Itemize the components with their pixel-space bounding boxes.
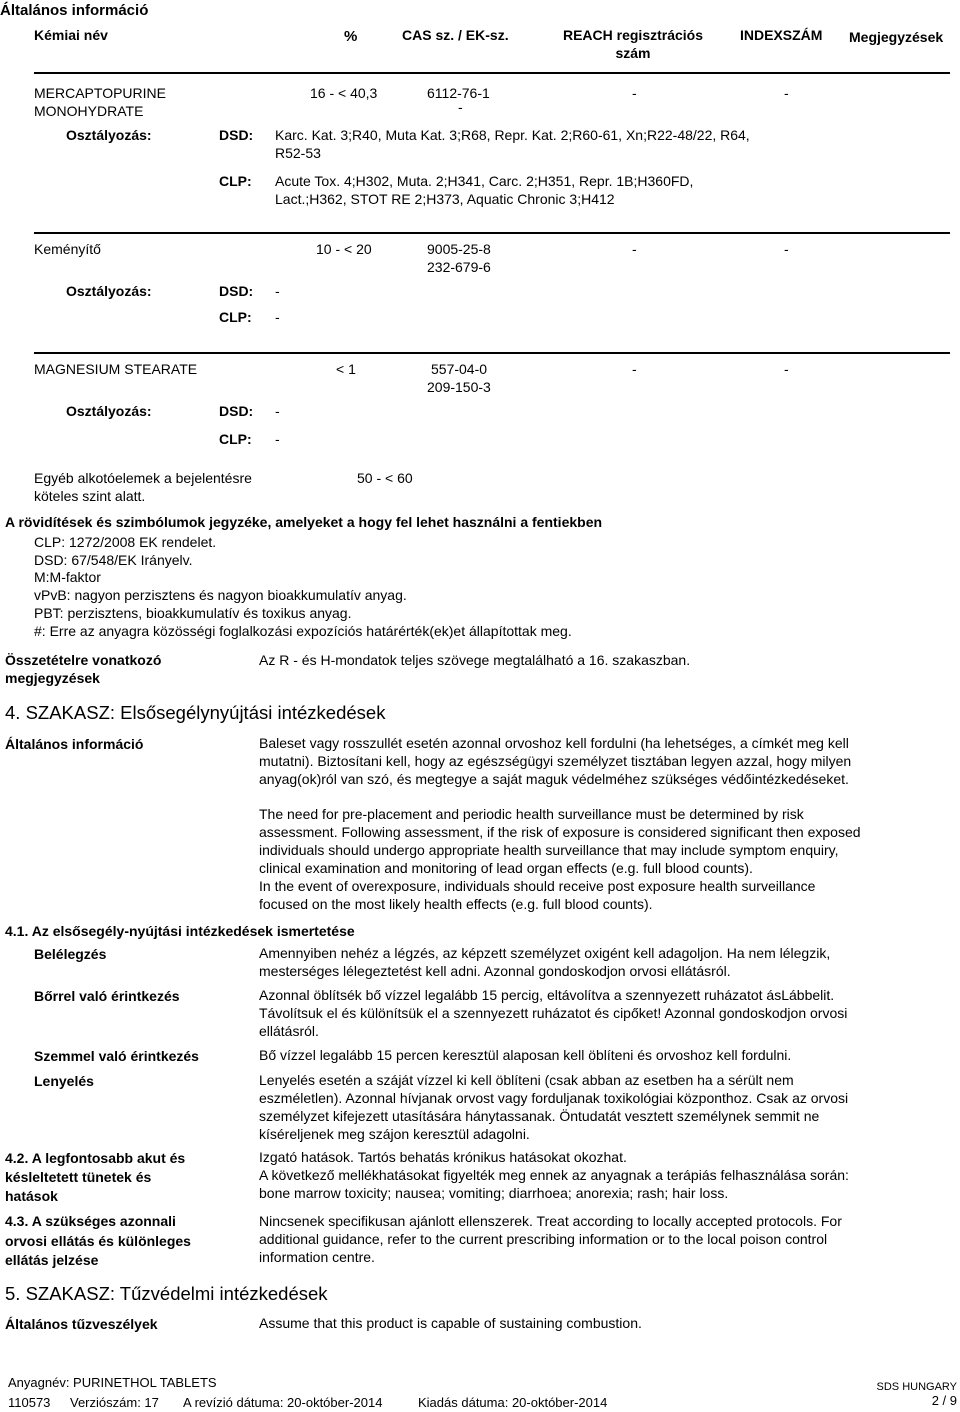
section4-title: 4. SZAKASZ: Elsősegélynyújtási intézkedések xyxy=(5,702,386,723)
footer-page-number: 2 / 9 xyxy=(931,1393,957,1408)
general-fire-hazards-text: Assume that this product is capable of sustaining combustion. xyxy=(259,1315,642,1331)
substance-cas xyxy=(427,240,491,276)
section5-title: 5. SZAKASZ: Tűzvédelmi intézkedések xyxy=(5,1283,328,1304)
clp-classification: - xyxy=(275,431,280,447)
column-header-notes: Megjegyzések xyxy=(849,29,944,45)
classification-label: Osztályozás: xyxy=(66,283,152,299)
substance-index: - xyxy=(784,241,789,257)
substance-cas: 6112-76-1 xyxy=(427,85,490,101)
column-header-reach-line1: REACH regisztrációs xyxy=(562,27,704,43)
section4-general-label: Általános információ xyxy=(5,736,144,752)
section43-title: 4.3. A szükséges azonnali orvosi ellátás és különleges ellátás jelzése xyxy=(5,1213,191,1268)
footer-product-name: Anyagnév: PURINETHOL TABLETS xyxy=(8,1375,217,1390)
dsd-label: DSD: xyxy=(219,283,254,299)
substance-index: - xyxy=(784,85,789,101)
clp-line2: Lact.;H362, STOT RE 2;H373, Aquatic Chronic 3;H412 xyxy=(275,191,615,207)
other-components-percent: 50 - < 60 xyxy=(357,470,413,486)
abbreviations-list xyxy=(34,534,572,640)
dsd-classification: - xyxy=(275,403,280,419)
section41-title: 4.1. Az elsősegély-nyújtási intézkedések ismertetése xyxy=(5,923,355,939)
section42-text: Izgató hatások. Tartós behatás krónikus hatásokat okozhat. A következő mellékhatásokat figyelték meg ennek az anyagnak a terápiás felhasználása során: bone marrow toxicity; nausea; vomiting; diarrhoea; anorexia; rash; hair loss. xyxy=(259,1149,849,1201)
footer-revision-date: A revízió dátuma: 20-október-2014 xyxy=(183,1395,383,1410)
substance-index: - xyxy=(784,361,789,377)
dsd-line1: Karc. Kat. 3;R40, Muta Kat. 3;R68, Repr. Kat. 2;R60-61, Xn;R22-48/22, R64, xyxy=(275,127,750,143)
substance-percent: 16 - < 40,3 xyxy=(310,85,378,101)
substance-reach: - xyxy=(632,241,637,257)
dsd-label: DSD: xyxy=(219,403,254,419)
substance-name-line2: MONOHYDRATE xyxy=(34,103,144,119)
classification-label: Osztályozás: xyxy=(66,127,152,143)
composition-notes-label-line1: Összetételre vonatkozó xyxy=(5,652,162,668)
row-divider xyxy=(34,232,950,234)
dsd-label: DSD: xyxy=(219,127,254,143)
substance-name: MAGNESIUM STEARATE xyxy=(34,361,198,377)
clp-classification xyxy=(275,172,693,208)
substance-cas-number: 557-04-0 xyxy=(431,361,488,377)
footer-doc-number: 110573 xyxy=(8,1395,51,1410)
column-header-chemical-name: Kémiai név xyxy=(34,27,108,43)
clp-label: CLP: xyxy=(219,173,252,189)
section43-text: Nincsenek specifikusan ajánlott ellenszerek. Treat according to locally accepted protocols. For additional guidance, refer to the current prescribing information or to the local poison control information centre. xyxy=(259,1213,842,1265)
footer-issue-date: Kiadás dátuma: 20-október-2014 xyxy=(418,1395,608,1410)
column-header-index: INDEXSZÁM xyxy=(740,27,823,43)
other-components xyxy=(34,469,252,505)
inhalation-label: Belélegzés xyxy=(34,946,107,962)
abbreviation-item: PBT: perzisztens, bioakkumulatív és toxikus anyag. xyxy=(34,604,352,621)
substance-name xyxy=(34,84,166,120)
eye-contact-text: Bő vízzel legalább 15 percen keresztül alaposan kell öblíteni és orvoshoz kell fordulni. xyxy=(259,1047,792,1063)
column-header-reach-line2: szám xyxy=(615,45,651,61)
substance-percent: 10 - < 20 xyxy=(316,241,372,257)
general-info-heading: Általános információ xyxy=(0,2,149,19)
abbreviation-item: #: Erre az anyagra közösségi foglalkozási expozíciós határérték(ek)et állapítottak meg. xyxy=(34,622,572,639)
substance-reach: - xyxy=(632,361,637,377)
abbreviation-item: vPvB: nagyon perzisztens és nagyon bioakkumulatív anyag. xyxy=(34,587,407,604)
clp-classification: - xyxy=(275,309,280,325)
abbreviation-item: DSD: 67/548/EK Irányelv. xyxy=(34,551,193,568)
section4-general-text-en: The need for pre-placement and periodic health surveillance must be determined by risk assessment. Following assessment, if the risk of exposure is considered significant then exposed individuals should undergo appropriate health surveillance that may include symptom enquiry, clinical examination and monitoring of lead organ effects (e.g. full blood counts). In the event of overexposure, individuals should receive post exposure health surveillance focused on the most likely health effects (e.g. full blood counts). xyxy=(259,806,861,912)
substance-name-line1: MERCAPTOPURINE xyxy=(34,85,166,101)
substance-cas xyxy=(427,360,491,396)
ingestion-label: Lenyelés xyxy=(34,1073,94,1089)
column-header-cas-ek: CAS sz. / EK-sz. xyxy=(402,27,509,43)
clp-line1: Acute Tox. 4;H302, Muta. 2;H341, Carc. 2;H351, Repr. 1B;H360FD, xyxy=(275,173,694,189)
ingestion-text: Lenyelés esetén a száját vízzel ki kell öblíteni (csak abban az esetben ha a sérült nem eszméletlen). Azonnal hívjanak orvost vagy forduljanak toxikológiai központhoz. Csak az orvosi személyzet kifejezett utasítására hánytassanak. Öntudatát vesztett személynek semmit ne kíséreljenek meg szájon keresztül adagolni. xyxy=(259,1072,849,1142)
substance-ek: - xyxy=(458,99,463,115)
substance-name: Keményítő xyxy=(34,241,101,257)
abbreviations-title: A rövidítések és szimbólumok jegyzéke, amelyeket a hogy fel lehet használni a fentiekben xyxy=(5,514,603,530)
clp-label: CLP: xyxy=(219,431,252,447)
composition-notes-label xyxy=(5,651,161,687)
substance-cas-number: 9005-25-8 xyxy=(427,241,491,257)
footer-version: Verziószám: 17 xyxy=(70,1395,159,1410)
column-header-percent: % xyxy=(344,28,358,45)
inhalation-text: Amennyiben nehéz a légzés, az képzett személyzet oxigént kell adagoljon. Ha nem lélegzik, mesterséges lélegeztetést kell adni. Azonnal gondoskodjon orvosi ellátásról. xyxy=(259,945,831,979)
substance-percent: < 1 xyxy=(336,361,356,377)
general-fire-hazards-label: Általános tűzveszélyek xyxy=(5,1316,158,1332)
header-divider xyxy=(34,72,950,74)
row-divider xyxy=(34,352,950,354)
composition-notes-label-line2: megjegyzések xyxy=(5,670,100,686)
substance-reach: - xyxy=(632,85,637,101)
clp-label: CLP: xyxy=(219,309,252,325)
other-components-line2: köteles szint alatt. xyxy=(34,488,146,504)
footer-sds-label: SDS HUNGARY xyxy=(876,1381,957,1393)
dsd-line2: R52-53 xyxy=(275,145,321,161)
composition-notes-text: Az R - és H-mondatok teljes szövege megtalálható a 16. szakaszban. xyxy=(259,652,691,668)
dsd-classification: - xyxy=(275,283,280,299)
eye-contact-label: Szemmel való érintkezés xyxy=(34,1048,199,1064)
classification-label: Osztályozás: xyxy=(66,403,152,419)
abbreviation-item: M:M-faktor xyxy=(34,569,101,586)
skin-contact-text: Azonnal öblítsék bő vízzel legalább 15 percig, eltávolítva a szennyezett ruházatot ásLábbelit. Távolítsuk el és különítsük el a szennyezett ruházatot és cipőket! Azonnal gondoskodjon orvosi ellátásról. xyxy=(259,987,848,1039)
column-header-reach xyxy=(548,26,718,62)
abbreviation-item: CLP: 1272/2008 EK rendelet. xyxy=(34,534,217,550)
other-components-line1: Egyéb alkotóelemek a bejelentésre xyxy=(34,470,252,486)
section4-general-text-hu: Baleset vagy rosszullét esetén azonnal orvoshoz kell fordulni (ha lehetséges, a címkét meg kell mutatni). Biztosítani kell, hogy az egészségügyi személyzet tisztában legyen azzal, hogy milyen anyag(ok)ról van szó, és megtegye a saját maguk védelméhez szükséges védőintézkedéseket. xyxy=(259,735,852,787)
substance-ek-number: 209-150-3 xyxy=(427,379,491,395)
skin-contact-label: Bőrrel való érintkezés xyxy=(34,988,180,1004)
substance-ek-number: 232-679-6 xyxy=(427,259,491,275)
section42-title: 4.2. A legfontosabb akut és késleltetett tünetek és hatások xyxy=(5,1150,186,1204)
dsd-classification xyxy=(275,126,750,162)
